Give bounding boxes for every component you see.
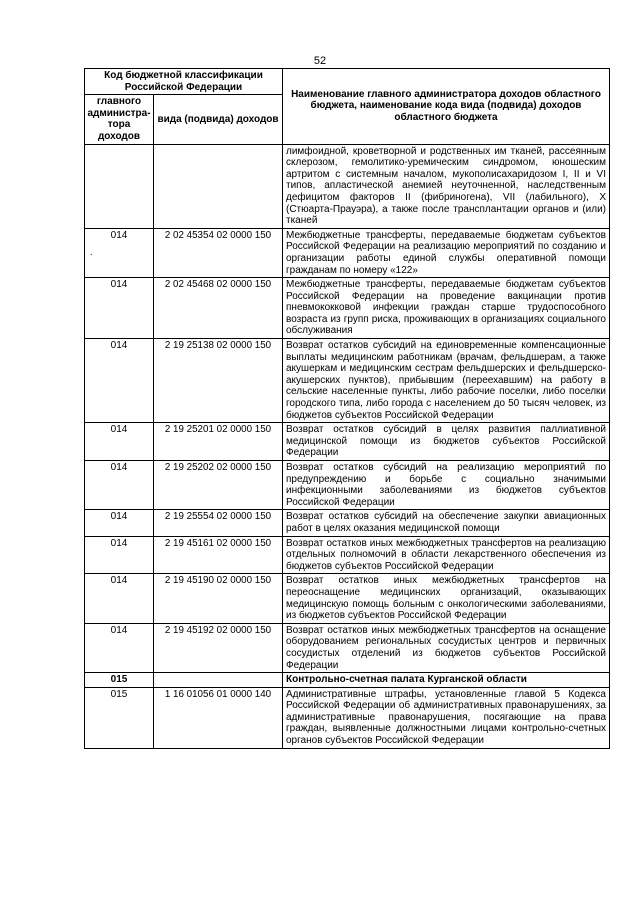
name-column-header: Наименование главного администратора доходов областного бюджета, наименование кода вида (подвида) доходов областного бюджета [283, 69, 610, 145]
revenue-type-code-cell: 1 16 01056 01 0000 140 [154, 687, 283, 748]
revenue-type-code-cell: 2 19 25138 02 0000 150 [154, 339, 283, 423]
admin-code-cell: 014 [85, 228, 154, 277]
admin-column-header: главного администра-тора доходов [85, 95, 154, 144]
admin-code-cell: 014 [85, 574, 154, 623]
admin-code-cell: 014 [85, 623, 154, 672]
admin-code-cell: 015 [85, 673, 154, 688]
revenue-name-cell: Межбюджетные трансферты, передаваемые бюджетам субъектов Российской Федерации на реализацию мероприятий по созданию и организации работы единой службы оперативной помощи гражданам по номеру «122» [283, 228, 610, 277]
admin-code-cell: 014 [85, 510, 154, 536]
revenue-type-code-cell [154, 144, 283, 228]
revenue-type-code-cell: 2 19 25202 02 0000 150 [154, 461, 283, 510]
revenue-name-cell: Возврат остатков иных межбюджетных трансфертов на оснащение оборудованием региональных сосудистых центров и первичных сосудистых отделений из бюджетов субъектов Российской Федерации [283, 623, 610, 672]
admin-code-cell: 014 [85, 461, 154, 510]
revenue-name-cell: Возврат остатков субсидий в целях развития паллиативной медицинской помощи из бюджетов субъектов Российской Федерации [283, 423, 610, 461]
table-row [85, 339, 610, 423]
revenue-type-code-cell: 2 19 25554 02 0000 150 [154, 510, 283, 536]
revenue-type-code-cell [154, 673, 283, 688]
revenue-type-code-cell: 2 02 45354 02 0000 150 [154, 228, 283, 277]
revenue-name-cell: Возврат остатков субсидий на реализацию мероприятий по предупреждению и борьбе с социально значимыми инфекционными заболеваниями из бюджетов субъектов Российской Федерации [283, 461, 610, 510]
revenue-name-cell: Возврат остатков субсидий на единовременные компенсационные выплаты медицинским работникам (врачам, фельдшерам, а также акушеркам и медицинским сестрам фельдшерских и фельдшерско-акушерских пунктов), прибывшим (переехавшим) на работу в сельские населенные пункты, либо рабочие поселки, либо поселки городского типа, либо города с населением до 50 тысяч человек, из бюджетов субъектов Российской Федерации [283, 339, 610, 423]
stray-mark: . [90, 247, 93, 257]
revenue-name-cell: лимфоидной, кроветворной и родственных им тканей, рассеянным склерозом, гемолитико-уремическим синдромом, юношеским артритом с системным началом, мукополисахаридозом I, II и VI типов, апластической анемией неуточненной, наследственным дефицитом факторов II (фибриногена), VII (лабильного), X (Стюарта-Прауэра), а также после трансплантации органов и (или) тканей [283, 144, 610, 228]
revenue-name-cell: Межбюджетные трансферты, передаваемые бюджетам субъектов Российской Федерации на проведение вакцинации против пневмококковой инфекции граждан старше трудоспособного возраста из групп риска, проживающих в организациях социального обслуживания [283, 278, 610, 339]
table-row [85, 461, 610, 510]
table-row [85, 144, 610, 228]
revenue-name-cell: Административные штрафы, установленные главой 5 Кодекса Российской Федерации об административных правонарушениях, за административные правонарушения, посягающие на права граждан, выявленные должностными лицами контрольно-счетных органов субъектов Российской Федерации [283, 687, 610, 748]
administrator-heading-row [85, 673, 610, 688]
type-column-header: вида (подвида) доходов [154, 95, 283, 144]
budget-classification-table [84, 68, 610, 749]
revenue-name-cell: Возврат остатков иных межбюджетных трансфертов на переоснащение медицинских организаций, оказывающих медицинскую помощь больным с онкологическими заболеваниями, из бюджетов субъектов Российской Федерации [283, 574, 610, 623]
revenue-name-cell: Возврат остатков иных межбюджетных трансфертов на реализацию отдельных полномочий в области лекарственного обеспечения из бюджетов субъектов Российской Федерации [283, 536, 610, 574]
table-row [85, 687, 610, 748]
admin-code-cell [85, 144, 154, 228]
administrator-name-cell: Контрольно-счетная палата Курганской области [283, 673, 610, 688]
revenue-type-code-cell: 2 02 45468 02 0000 150 [154, 278, 283, 339]
admin-code-cell: 015 [85, 687, 154, 748]
admin-code-cell: 014 [85, 278, 154, 339]
table-row [85, 278, 610, 339]
table-row [85, 423, 610, 461]
admin-code-cell: 014 [85, 536, 154, 574]
revenue-type-code-cell: 2 19 25201 02 0000 150 [154, 423, 283, 461]
code-group-header: Код бюджетной классификации Российской Федерации [85, 69, 283, 95]
page-number: 52 [313, 55, 327, 67]
admin-code-cell: 014 [85, 423, 154, 461]
revenue-type-code-cell: 2 19 45192 02 0000 150 [154, 623, 283, 672]
table-row [85, 574, 610, 623]
revenue-name-cell: Возврат остатков субсидий на обеспечение закупки авиационных работ в целях оказания медицинской помощи [283, 510, 610, 536]
admin-code-cell: 014 [85, 339, 154, 423]
table-row [85, 536, 610, 574]
table-row [85, 510, 610, 536]
table-row [85, 228, 610, 277]
revenue-type-code-cell: 2 19 45161 02 0000 150 [154, 536, 283, 574]
table-row [85, 623, 610, 672]
revenue-type-code-cell: 2 19 45190 02 0000 150 [154, 574, 283, 623]
